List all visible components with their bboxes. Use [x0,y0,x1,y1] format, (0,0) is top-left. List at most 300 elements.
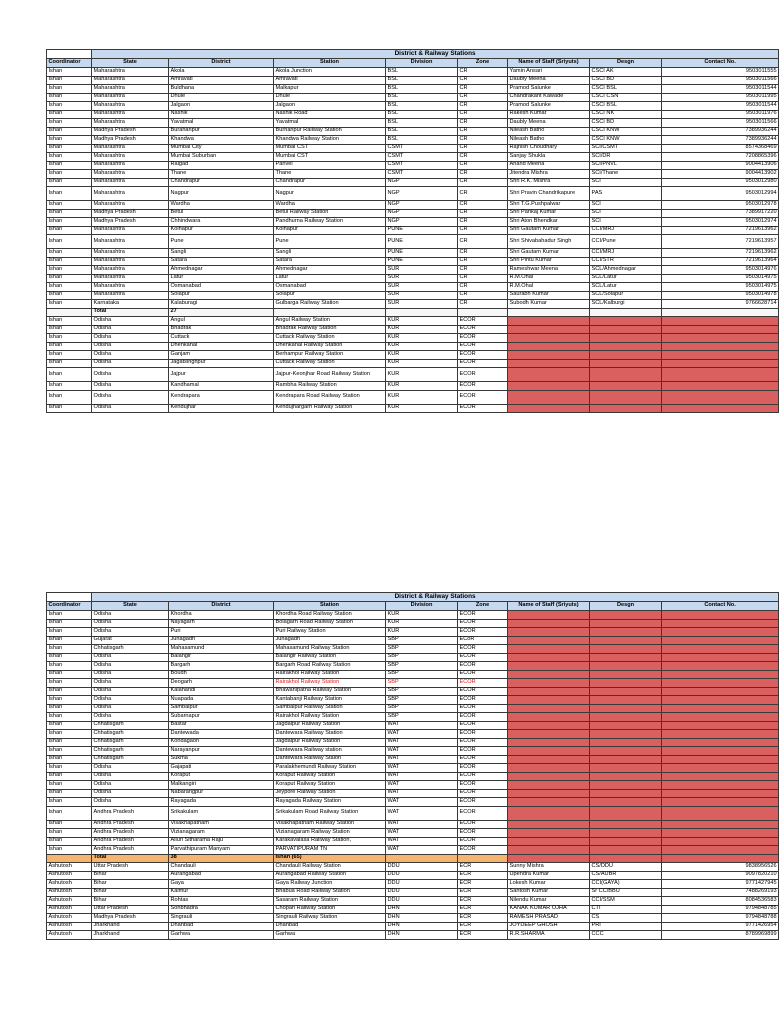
district-cell: Aurangabad [169,871,274,880]
coordinator-cell: Ishan [47,218,92,227]
coordinator-cell: Ishan [47,161,92,170]
designation-cell [590,837,662,846]
designation-cell [590,829,662,838]
district-cell: Raigad [169,161,274,170]
zone-cell: ECR [458,897,508,906]
staff-name-cell: Upendra Kumar [508,871,590,880]
coordinator-cell: Ishan [47,829,92,838]
designation-cell [590,611,662,620]
staff-name-cell [508,653,590,662]
zone-cell: ECR [458,914,508,923]
staff-name-cell [508,854,590,863]
column-header: Desgn [590,59,662,68]
state-cell: Maharashtra [92,178,169,187]
district-cell: Kalahandi [169,687,274,696]
district-cell: Wardha [169,201,274,210]
state-cell: Andhra Pradesh [92,806,169,820]
zone-cell: CR [458,102,508,111]
division-cell: KUR [386,342,458,351]
staff-name-cell: Pramod Salunke [508,85,590,94]
staff-name-cell [508,738,590,747]
contact-cell [662,854,779,863]
coordinator-cell [47,308,92,317]
coordinator-cell: Ishan [47,738,92,747]
state-cell: Madhya Pradesh [92,914,169,923]
staff-name-cell [508,721,590,730]
coordinator-cell: Ishan [47,144,92,153]
contact-cell: 9503011555 [662,68,779,77]
station-cell: Dhanbad [274,922,386,931]
station-cell: Khordha Road Railway Station [274,611,386,620]
coordinator-cell: Ishan [47,209,92,218]
coordinator-cell: Ishan [47,76,92,85]
coordinator-cell: Ishan [47,153,92,162]
staff-name-cell [508,772,590,781]
staff-name-cell [508,325,590,334]
table-row [47,93,779,102]
staff-name-cell [508,764,590,773]
state-cell: Odisha [92,325,169,334]
district-cell: Kaimur [169,888,274,897]
station-cell: Sasaram Railway Station [274,897,386,906]
total-row [47,854,779,863]
division-cell: BSL [386,93,458,102]
state-cell: Andhra Pradesh [92,846,169,855]
station-cell: Berhampur Railway Station [274,351,386,360]
staff-name-cell: R.R.SHARMA [508,931,590,940]
division-cell: KUR [386,317,458,326]
table-row [47,127,779,136]
zone-cell: ECOR [458,628,508,637]
station-cell: Rairakhol Railway Station [274,679,386,688]
table-row [47,161,779,170]
district-cell: Jagatsinghpur [169,359,274,368]
designation-cell [590,404,662,413]
division-cell: DDU [386,880,458,889]
district-cell: Kandhamal [169,382,274,391]
contact-cell [662,764,779,773]
coordinator-cell: Ishan [47,274,92,283]
staff-name-cell: Shri Pravin Chandrikapure [508,187,590,201]
designation-cell [590,679,662,688]
station-cell: Angul Railway Station [274,317,386,326]
zone-cell: ECOR [458,829,508,838]
contact-cell: 9503014976 [662,266,779,275]
zone-cell: CR [458,274,508,283]
staff-name-cell: Pramod Salunke [508,102,590,111]
coordinator-cell: Ishan [47,846,92,855]
staff-name-cell: Chandrakant Kawade [508,93,590,102]
contact-cell [662,628,779,637]
state-cell: Chhatisgarh [92,747,169,756]
designation-cell: CSCI BSL [590,85,662,94]
table-row [47,187,779,201]
designation-cell [590,359,662,368]
division-cell: WAT [386,789,458,798]
division-cell: WAT [386,747,458,756]
station-cell: Bhadrak Railway Station [274,325,386,334]
designation-cell: SCL/Latur [590,283,662,292]
table-row [47,201,779,210]
state-cell: Maharashtra [92,226,169,235]
staff-name-cell: Rakesh Kumar [508,110,590,119]
station-cell: Satara [274,257,386,266]
coordinator-cell: Ishan [47,119,92,128]
staff-name-cell: Daubly Meena [508,119,590,128]
division-cell: DHN [386,931,458,940]
zone-cell: ECOR [458,670,508,679]
state-cell: Andhra Pradesh [92,829,169,838]
contact-cell [662,781,779,790]
division-cell: DHN [386,905,458,914]
division-cell: PUNE [386,249,458,258]
table-row [47,342,779,351]
district-cell: Dhule [169,93,274,102]
zone-cell: ECOR [458,713,508,722]
district-cell: Gaya [169,880,274,889]
zone-cell: ECOR [458,820,508,829]
table-row [47,713,779,722]
state-cell: Bihar [92,897,169,906]
division-cell: PUNE [386,226,458,235]
district-cell: Kalaburagi [169,300,274,309]
designation-cell: SCL/Solapur [590,291,662,300]
coordinator-cell: Ashutosh [47,922,92,931]
coordinator-cell: Ishan [47,368,92,382]
coordinator-cell: Ashutosh [47,897,92,906]
designation-cell [590,619,662,628]
staff-name-cell [508,645,590,654]
zone-cell: CR [458,85,508,94]
designation-cell [590,721,662,730]
zone-cell: ECOR [458,696,508,705]
table-row [47,871,779,880]
division-cell: WAT [386,755,458,764]
district-cell: Dhenkanal [169,342,274,351]
table-row [47,359,779,368]
state-cell: Odisha [92,662,169,671]
coordinator-cell: Ishan [47,645,92,654]
staff-name-cell: Shri Pintu Kumar [508,257,590,266]
station-cell: Jajpur-Keonjhar Road Railway Station [274,368,386,382]
staff-name-cell [508,704,590,713]
station-cell: Mumbai CST [274,144,386,153]
table-row [47,249,779,258]
coordinator-cell: Ishan [47,266,92,275]
division-cell: WAT [386,846,458,855]
contact-cell: 7219613962 [662,249,779,258]
district-cell: Chandauli [169,863,274,872]
station-cell: Rairakhol Railway Station [274,670,386,679]
state-cell: Odisha [92,670,169,679]
table-row [47,806,779,820]
state-cell: Odisha [92,679,169,688]
contact-cell: 9503012974 [662,218,779,227]
column-header: Contact No. [662,602,779,611]
station-cell: Nagpur [274,187,386,201]
zone-cell: ECR [458,863,508,872]
designation-cell [590,704,662,713]
division-cell: DHN [386,914,458,923]
district-cell: Nashik [169,110,274,119]
zone-cell: ECOR [458,390,508,404]
station-cell: Bargarh Road Railway Station [274,662,386,671]
district-cell: Junagadh [169,636,274,645]
column-header: Contact No. [662,59,779,68]
contact-cell: 9838956526 [662,863,779,872]
table-row [47,772,779,781]
coordinator-cell: Ishan [47,127,92,136]
contact-cell: 8789969899 [662,931,779,940]
contact-cell: 7389936244 [662,127,779,136]
district-cell: Nagpur [169,187,274,201]
coordinator-cell: Ishan [47,325,92,334]
station-cell: Chandauli Railway Station [274,863,386,872]
table-row [47,905,779,914]
state-cell: Uttar Pradesh [92,863,169,872]
column-header: Desgn [590,602,662,611]
district-cell: Chhindwara [169,218,274,227]
coordinator-cell: Ishan [47,351,92,360]
zone-cell: CR [458,136,508,145]
contact-cell [662,325,779,334]
staff-name-cell [508,755,590,764]
table-row [47,390,779,404]
contact-cell [662,679,779,688]
district-cell: Ahmednagar [169,266,274,275]
coordinator-cell [47,854,92,863]
designation-cell: SCI/Thane [590,170,662,179]
station-cell: Karakavalasa Railway Station, [274,837,386,846]
zone-cell: ECOR [458,382,508,391]
station-cell: Panvel [274,161,386,170]
designation-cell [590,653,662,662]
division-cell: NGP [386,201,458,210]
division-cell: KUR [386,325,458,334]
table-row [47,283,779,292]
station-cell: Kolhapur [274,226,386,235]
coordinator-cell: Ishan [47,283,92,292]
contact-cell: 9503011544 [662,102,779,111]
station-cell: Jeypore Railway Station [274,789,386,798]
zone-cell: ECOR [458,755,508,764]
contact-cell: 9503014975 [662,274,779,283]
station-cell: Visakhapatnam Railway Station [274,820,386,829]
zone-cell: ECOR [458,645,508,654]
staff-name-cell [508,789,590,798]
table-row [47,636,779,645]
division-cell: CSMT [386,153,458,162]
state-cell: Jharkhand [92,922,169,931]
staff-name-cell [508,611,590,620]
coordinator-cell: Ishan [47,404,92,413]
division-cell: NGP [386,209,458,218]
contact-cell: 9004413902 [662,170,779,179]
division-cell: KUR [386,368,458,382]
district-cell: Malkangiri [169,781,274,790]
zone-cell: CR [458,235,508,249]
staff-name-cell: RAMESH PRASAD [508,914,590,923]
coordinator-cell: Ishan [47,755,92,764]
column-header: Station [274,59,386,68]
state-cell: Maharashtra [92,249,169,258]
contact-cell: 7219613964 [662,257,779,266]
state-cell: Odisha [92,653,169,662]
zone-cell: ECOR [458,806,508,820]
state-cell: Bihar [92,880,169,889]
staff-name-cell: Saurabh Kumar [508,291,590,300]
coordinator-cell: Ishan [47,110,92,119]
district-cell: Burahanpur [169,127,274,136]
state-cell: Maharashtra [92,291,169,300]
table-row [47,721,779,730]
contact-cell [662,704,779,713]
district-cell: Deogarh [169,679,274,688]
contact-cell: 9503014978 [662,291,779,300]
table-row [47,888,779,897]
district-cell: Bargarh [169,662,274,671]
column-header: Station [274,602,386,611]
station-cell: Aurangabad Railway Station [274,871,386,880]
contact-cell: 9503011566 [662,76,779,85]
coordinator-cell: Ishan [47,837,92,846]
staff-name-cell: Jitendra Mishra [508,170,590,179]
zone-cell: ECOR [458,764,508,773]
staff-name-cell: Sanjay Shukla [508,153,590,162]
staff-name-cell [508,619,590,628]
state-cell: Maharashtra [92,153,169,162]
coordinator-cell: Ishan [47,679,92,688]
zone-cell: CR [458,76,508,85]
table-row [47,914,779,923]
designation-cell: CCI(GAYA) [590,880,662,889]
zone-cell: ECOR [458,846,508,855]
contact-cell [662,662,779,671]
designation-cell [590,806,662,820]
table-row [47,628,779,637]
station-cell: Rambha Railway Station [274,382,386,391]
state-cell: Chhatisgarh [92,738,169,747]
district-cell: Singrauli [169,914,274,923]
station-cell: Dhenkanal Railway Station [274,342,386,351]
division-cell: WAT [386,730,458,739]
station-cell: Thane [274,170,386,179]
stations-table [46,592,779,940]
station-cell: PARVATIPURAM TN [274,846,386,855]
staff-name-cell: KANAK KUMAR OJHA [508,905,590,914]
table-row [47,178,779,187]
division-cell: WAT [386,781,458,790]
station-cell: Koraput Railway Station [274,781,386,790]
coordinator-cell: Ishan [47,789,92,798]
table-row [47,209,779,218]
district-stations-sheet-2 [46,592,778,940]
state-cell: Total [92,854,169,863]
state-cell: Odisha [92,713,169,722]
station-cell: Cuttack Railway Station [274,359,386,368]
coordinator-cell: Ishan [47,291,92,300]
table-row [47,781,779,790]
designation-cell [590,730,662,739]
table-row [47,670,779,679]
station-cell: Burhanpur Railway Station [274,127,386,136]
district-cell: Balangir [169,653,274,662]
zone-cell: CR [458,257,508,266]
district-cell: Rayagada [169,798,274,807]
staff-name-cell: JOYDEEP GHOSH [508,922,590,931]
coordinator-cell: Ishan [47,226,92,235]
coordinator-cell: Ashutosh [47,914,92,923]
designation-cell: CSCI BD [590,119,662,128]
station-cell: Sambalpur Railway Station [274,704,386,713]
zone-cell: CR [458,187,508,201]
state-cell: Maharashtra [92,68,169,77]
zone-cell: ECR [458,905,508,914]
table-row [47,85,779,94]
zone-cell: ECOR [458,611,508,620]
designation-cell [590,342,662,351]
contact-cell [662,619,779,628]
state-cell: Maharashtra [92,257,169,266]
state-cell: Odisha [92,368,169,382]
coordinator-cell: Ishan [47,249,92,258]
designation-cell [590,854,662,863]
column-header: State [92,59,169,68]
coordinator-cell: Ishan [47,619,92,628]
staff-name-cell [508,696,590,705]
coordinator-cell: Ishan [47,820,92,829]
station-cell: Latur [274,274,386,283]
district-cell: Mumbai Suburban [169,153,274,162]
column-header: District [169,59,274,68]
zone-cell: CR [458,119,508,128]
station-cell: Mumbai CST [274,153,386,162]
contact-cell: 9771426954 [662,922,779,931]
coordinator-cell: Ishan [47,704,92,713]
zone-cell: ECOR [458,837,508,846]
contact-cell [662,351,779,360]
table-row [47,931,779,940]
division-cell: KUR [386,351,458,360]
coordinator-cell: Ishan [47,721,92,730]
designation-cell: SCL/Kalburgi [590,300,662,309]
district-cell: Nabarangpur [169,789,274,798]
contact-cell [662,359,779,368]
division-cell: PUNE [386,235,458,249]
table-row [47,110,779,119]
table-row [47,897,779,906]
division-cell: CSMT [386,161,458,170]
designation-cell [590,390,662,404]
district-cell: Gajapati [169,764,274,773]
division-cell: SBP [386,713,458,722]
table-row [47,291,779,300]
coordinator-cell: Ishan [47,611,92,620]
staff-name-cell: Sunny Mishra [508,863,590,872]
coordinator-cell: Ashutosh [47,905,92,914]
zone-cell: ECOR [458,687,508,696]
division-cell: KUR [386,359,458,368]
designation-cell: CCI/SSM [590,897,662,906]
state-cell: Maharashtra [92,144,169,153]
zone-cell: CR [458,68,508,77]
division-cell: WAT [386,806,458,820]
district-cell: Thane [169,170,274,179]
contact-cell [662,772,779,781]
state-cell: Odisha [92,781,169,790]
coordinator-cell: Ishan [47,257,92,266]
designation-cell [590,351,662,360]
